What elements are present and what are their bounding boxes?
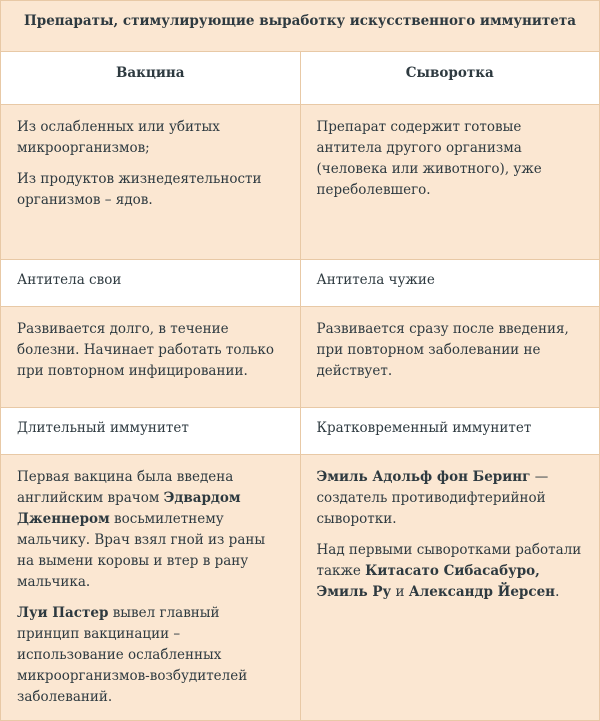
text-span: — создатель противодифтерийной сыворотки. [316,469,549,527]
serum-origin-text: Препарат содержит готовые антитела другого организма (человека или животного), уже переболевшего. [316,119,542,198]
person-name-yersin: Александр Йерсен [408,584,556,600]
column-header-vaccine: Вакцина [1,52,301,105]
vaccine-history-text-1 [17,467,284,593]
vaccine-origin-text-1: Из ослабленных или убитых микроорганизмов; [17,119,220,156]
serum-development-cell: Развивается сразу после введения, при повторном заболевании не действует. [300,307,600,408]
serum-history-text-1 [317,467,584,530]
text-span: Первая вакцина была введена английским врачом [17,469,234,506]
vaccine-duration-cell: Длительный иммунитет [1,408,301,455]
person-name-jenner: Эдвардом Дженнером [17,490,241,527]
table-title: Препараты, стимулирующие выработку искусственного иммунитета [1,1,600,52]
serum-duration-cell: Кратковременный иммунитет [300,408,600,455]
text-span: . [555,584,560,600]
serum-history-text-2 [317,540,584,603]
table-row-origin [1,105,600,260]
text-span: и [391,584,409,600]
table-row-antibodies [1,260,600,307]
person-name-behring: Эмиль Адольф фон Беринг [316,469,531,485]
vaccine-history-cell [1,455,301,721]
title-row [1,1,600,52]
text-span: Над первыми сыворотками работали также [316,542,582,579]
text-span: восьмилетнему мальчику. Врач взял гной из раны на вымени коровы и втер в рану мальчика. [17,511,266,590]
text-span: вывел главный принцип вакцинации – использование ослабленных микроорганизмов-возбудителей заболеваний. [17,605,248,705]
table-row-history [1,455,600,721]
person-name-pasteur: Луи Пастер [17,605,109,621]
table-row-development [1,307,600,408]
header-row [1,52,600,105]
vaccine-origin-cell [1,105,301,260]
vaccine-antibodies-cell: Антитела свои [1,260,301,307]
serum-origin-cell [300,105,600,260]
vaccine-history-text-2 [17,603,284,708]
serum-antibodies-cell: Антитела чужие [300,260,600,307]
table-row-duration [1,408,600,455]
serum-history-cell [300,455,600,721]
vaccine-origin-text-2: Из продуктов жизнедеятельности организмов – ядов. [17,171,262,208]
column-header-serum: Сыворотка [300,52,600,105]
person-name-kitasato-roux: Китасато Сибасабуро, Эмиль Ру [316,563,540,600]
vaccine-development-cell: Развивается долго, в течение болезни. Начинает работать только при повторном инфицировании. [1,307,301,408]
